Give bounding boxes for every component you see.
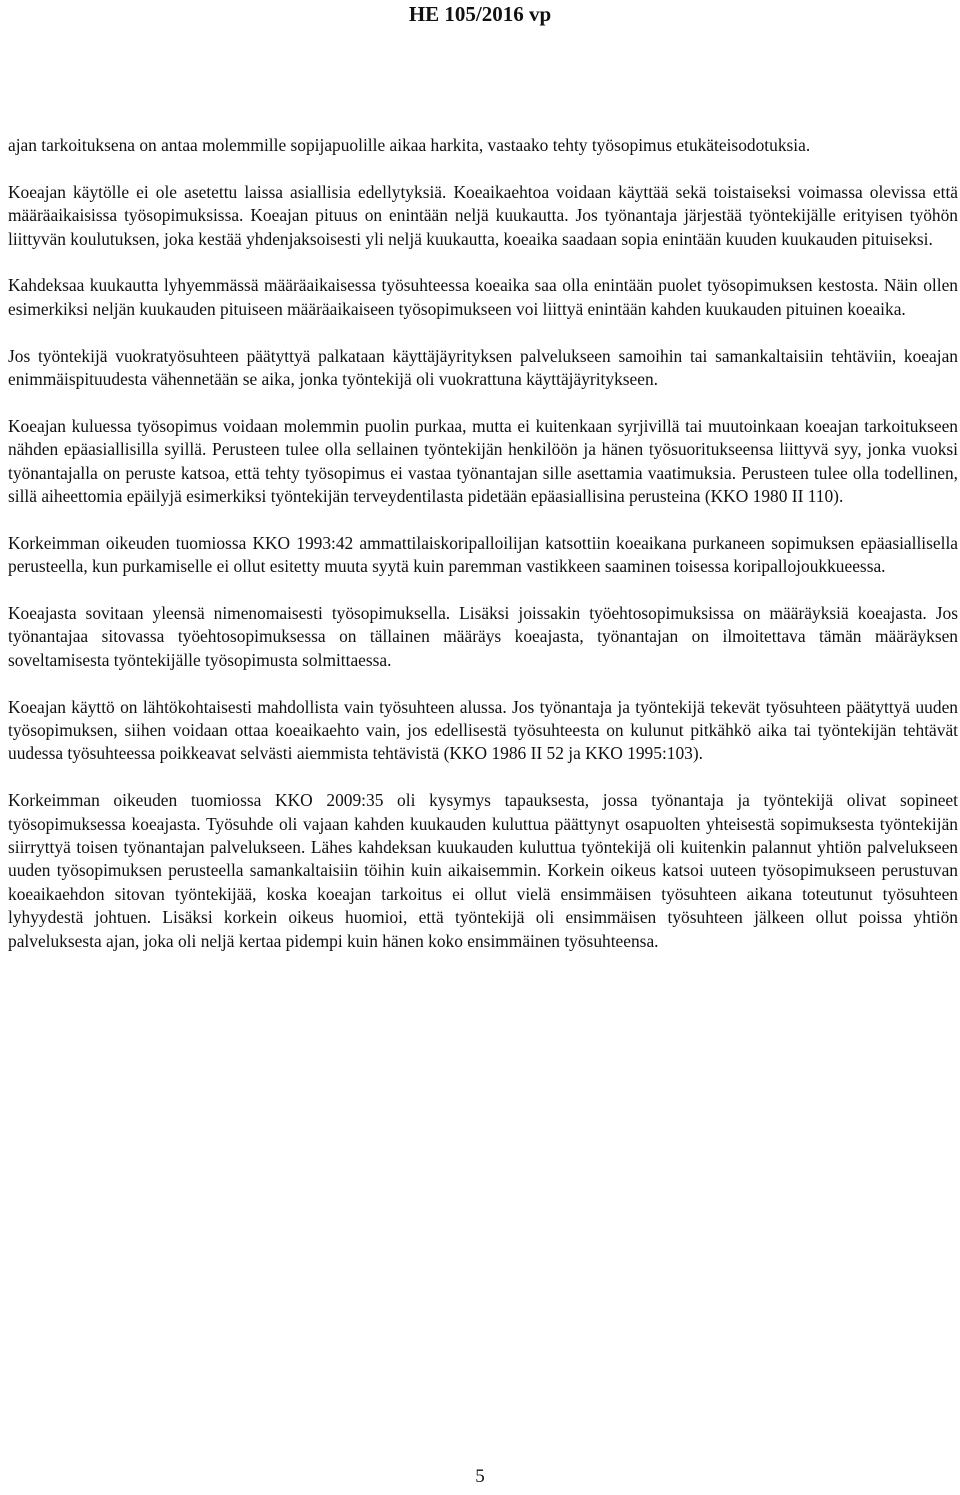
paragraph-5: Koeajan kuluessa työsopimus voidaan molemmin puolin purkaa, mutta ei kuitenkaan syrjivillä tai muutoinkaan koeajan tarkoitukseen nähden epäasiallisilla syillä. Perusteen tulee olla sellainen työntekijän henkilöön ja hänen työsuoritukseensa liittyvä syy, jonka vuoksi työnantajalla on peruste katsoa, että tehty työsopimus ei vastaa työnantajan sille asettamia vaatimuksia. Perusteen tulee olla todellinen, sillä aiheettomia epäilyjä esimerkiksi työntekijän terveydentilasta pidetään epäasiallisina perusteina (KKO 1980 II 110). bbox=[8, 415, 958, 507]
page-number: 5 bbox=[475, 1466, 485, 1487]
paragraph-9: Korkeimman oikeuden tuomiossa KKO 2009:35 oli kysymys tapauksesta, jossa työnantaja ja työntekijä olivat sopineet työsopimuksessa koeajasta. Työsuhde oli vajaan kahden kuukauden kuluttua päättynyt osapuolten yhteisestä sopimuksesta työntekijän siirryttyä toisen työnantajan palvelukseen. Lähes kahdeksan kuukauden kuluttua työntekijä oli kuitenkin palannut yhtiön palvelukseen uuden työsopimuksen perusteella samankaltaisiin töihin kuin aikaisemmin. Korkein oikeus katsoi uuteen työsopimukseen perustuvan koeaikaehdon sitovan työntekijää, koska koeajan tarkoitus ei ollut vielä ensimmäisen työsuhteen aikana toteutunut työsuhteen lyhyydestä johtuen. Lisäksi korkein oikeus huomioi, että työntekijä oli ensimmäisen työsuhteen jälkeen ollut poissa yhtiön palveluksesta ajan, joka oli neljä kertaa pidempi kuin hänen koko ensimmäinen työsuhteensa. bbox=[8, 790, 958, 951]
paragraph-6: Korkeimman oikeuden tuomiossa KKO 1993:42 ammattilaiskoripalloilijan katsottiin koeaikana purkaneen sopimuksen epäasiallisella perusteella, kun purkamiselle ei ollut esitetty muuta syytä kuin paremman vastikkeen saaminen toisessa koripallojoukkueessa. bbox=[8, 532, 958, 577]
paragraph-4: Jos työntekijä vuokratyösuhteen päätyttyä palkataan käyttäjäyrityksen palvelukseen samoihin tai samankaltaisiin tehtäviin, koeajan enimmäispituudesta vähennetään se aika, jonka työntekijä oli vuokrattuna käyttäjäyritykseen. bbox=[8, 345, 958, 390]
page-footer bbox=[0, 1466, 960, 1488]
paragraph-8: Koeajan käyttö on lähtökohtaisesti mahdollista vain työsuhteen alussa. Jos työnantaja ja työntekijä tekevät työsuhteen päätyttyä uuden työsopimuksen, siihen voidaan ottaa koeaikaehto vain, jos edellisestä työsuhteesta on kulunut pitkähkö aika tai työntekijän tehtävät uudessa työsuhteessa poikkeavat selvästi aiemmista tehtävistä (KKO 1986 II 52 ja KKO 1995:103). bbox=[8, 696, 958, 764]
document-header bbox=[0, 2, 960, 26]
paragraph-3: Kahdeksaa kuukautta lyhyemmässä määräaikaisessa työsuhteessa koeaika saa olla enintään puolet työsopimuksen kestosta. Näin ollen esimerkiksi neljän kuukauden pituiseen määräaikaiseen työsopimukseen voi liittyä enintään kahden kuukauden pituinen koeaika. bbox=[8, 275, 958, 319]
paragraph-2: Koeajan käytölle ei ole asetettu laissa asiallisia edellytyksiä. Koeaikaehtoa voidaan käyttää sekä toistaiseksi voimassa olevissa että määräaikaisissa työsopimuksissa. Koeajan pituus on enintään neljä kuukautta. Jos työnantaja järjestää työntekijälle erityisen työhön liittyvän koulutuksen, joka kestää yhdenjaksoisesti yli neljä kuukautta, koeaika saadaan sopia enintään kuuden kuukauden pituiseksi. bbox=[8, 181, 958, 249]
document-title: HE 105/2016 vp bbox=[408, 2, 552, 26]
paragraph-1: ajan tarkoituksena on antaa molemmille sopijapuolille aikaa harkita, vastaako tehty työsopimus etukäteisodotuksia. bbox=[8, 135, 811, 155]
document-body bbox=[8, 134, 958, 976]
paragraph-7: Koeajasta sovitaan yleensä nimenomaisesti työsopimuksella. Lisäksi joissakin työehtosopimuksissa on määräyksiä koeajasta. Jos työnantajaa sitovassa työehtosopimuksessa on tällainen määräys koeajasta, työnantajan on ilmoitettava tämän määräyksen soveltamisesta työntekijälle työsopimusta solmittaessa. bbox=[8, 603, 958, 670]
